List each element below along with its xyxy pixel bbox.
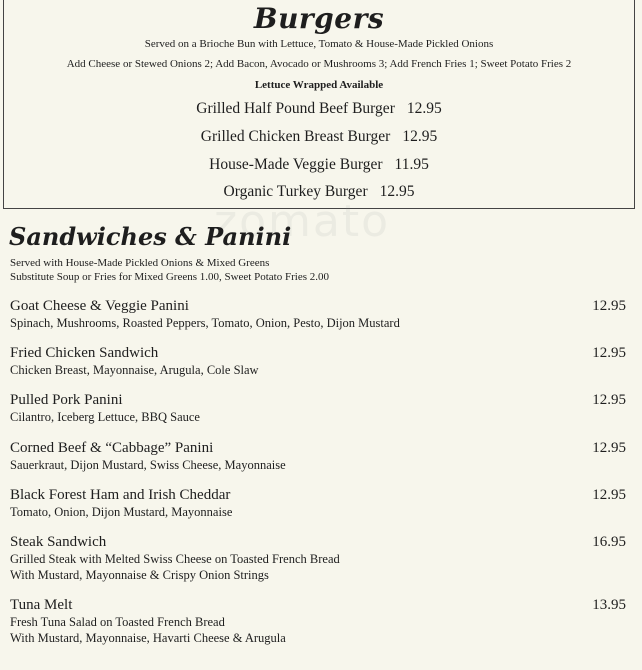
- menu-item: [10, 440, 626, 473]
- item-name: Black Forest Ham and Irish Cheddar: [10, 487, 231, 503]
- menu-item: [10, 392, 626, 425]
- burger-item: [4, 100, 634, 118]
- burger-price: 11.95: [394, 156, 429, 173]
- menu-item: [10, 298, 626, 331]
- lettuce-wrapped-note: Lettuce Wrapped Available: [254, 79, 384, 91]
- burgers-subtitle: Served on a Brioche Bun with Lettuce, Tomato & House-Made Pickled Onions: [144, 38, 494, 50]
- item-price: 16.95: [592, 534, 626, 550]
- item-description: Fresh Tuna Salad on Toasted French Bread: [10, 615, 225, 629]
- burger-name: Grilled Chicken Breast Burger: [200, 128, 391, 145]
- item-name: Steak Sandwich: [10, 534, 107, 550]
- item-price: 12.95: [592, 392, 626, 408]
- burgers-section: [3, 0, 635, 209]
- menu-item: [10, 534, 626, 583]
- watermark: zomato: [214, 196, 391, 247]
- item-description: Spinach, Mushrooms, Roasted Peppers, Tomato, Onion, Pesto, Dijon Mustard: [10, 316, 400, 330]
- burger-price: 12.95: [406, 100, 442, 117]
- item-name: Pulled Pork Panini: [10, 392, 123, 408]
- sandwiches-substitute-note: Substitute Soup or Fries for Mixed Greens 1.00, Sweet Potato Fries 2.00: [10, 271, 329, 283]
- item-description: Sauerkraut, Dijon Mustard, Swiss Cheese, Mayonnaise: [10, 458, 286, 472]
- item-price: 12.95: [592, 298, 626, 314]
- item-price: 12.95: [592, 345, 626, 361]
- burger-name: House-Made Veggie Burger: [209, 156, 383, 173]
- item-description: With Mustard, Mayonnaise, Havarti Cheese & Arugula: [10, 631, 286, 645]
- sandwiches-note: Served with House-Made Pickled Onions & Mixed Greens: [10, 257, 270, 269]
- sandwiches-title: Sandwiches & Panini: [9, 222, 292, 251]
- item-price: 12.95: [592, 487, 626, 503]
- burger-item: [4, 156, 634, 174]
- burger-price: 12.95: [379, 183, 415, 200]
- burger-name: Grilled Half Pound Beef Burger: [196, 100, 395, 117]
- item-name: Goat Cheese & Veggie Panini: [10, 298, 189, 314]
- burgers-addons: Add Cheese or Stewed Onions 2; Add Bacon, Avocado or Mushrooms 3; Add French Fries 1; Sweet Potato Fries 2: [66, 58, 572, 70]
- item-price: 12.95: [592, 440, 626, 456]
- item-price: 13.95: [592, 597, 626, 613]
- item-description: Tomato, Onion, Dijon Mustard, Mayonnaise: [10, 505, 233, 519]
- item-description: With Mustard, Mayonnaise & Crispy Onion Strings: [10, 568, 269, 582]
- item-description: Cilantro, Iceberg Lettuce, BBQ Sauce: [10, 410, 200, 424]
- item-name: Tuna Melt: [10, 597, 73, 613]
- item-name: Corned Beef & “Cabbage” Panini: [10, 440, 214, 456]
- item-name: Fried Chicken Sandwich: [10, 345, 159, 361]
- menu-item: [10, 487, 626, 520]
- menu-item: [10, 597, 626, 646]
- burger-item: [4, 128, 634, 146]
- item-description: Chicken Breast, Mayonnaise, Arugula, Cole Slaw: [10, 363, 259, 377]
- menu-item: [10, 345, 626, 378]
- burgers-title: Burgers: [253, 2, 385, 35]
- burger-name: Organic Turkey Burger: [223, 183, 368, 200]
- item-description: Grilled Steak with Melted Swiss Cheese on Toasted French Bread: [10, 552, 340, 566]
- burger-price: 12.95: [402, 128, 438, 145]
